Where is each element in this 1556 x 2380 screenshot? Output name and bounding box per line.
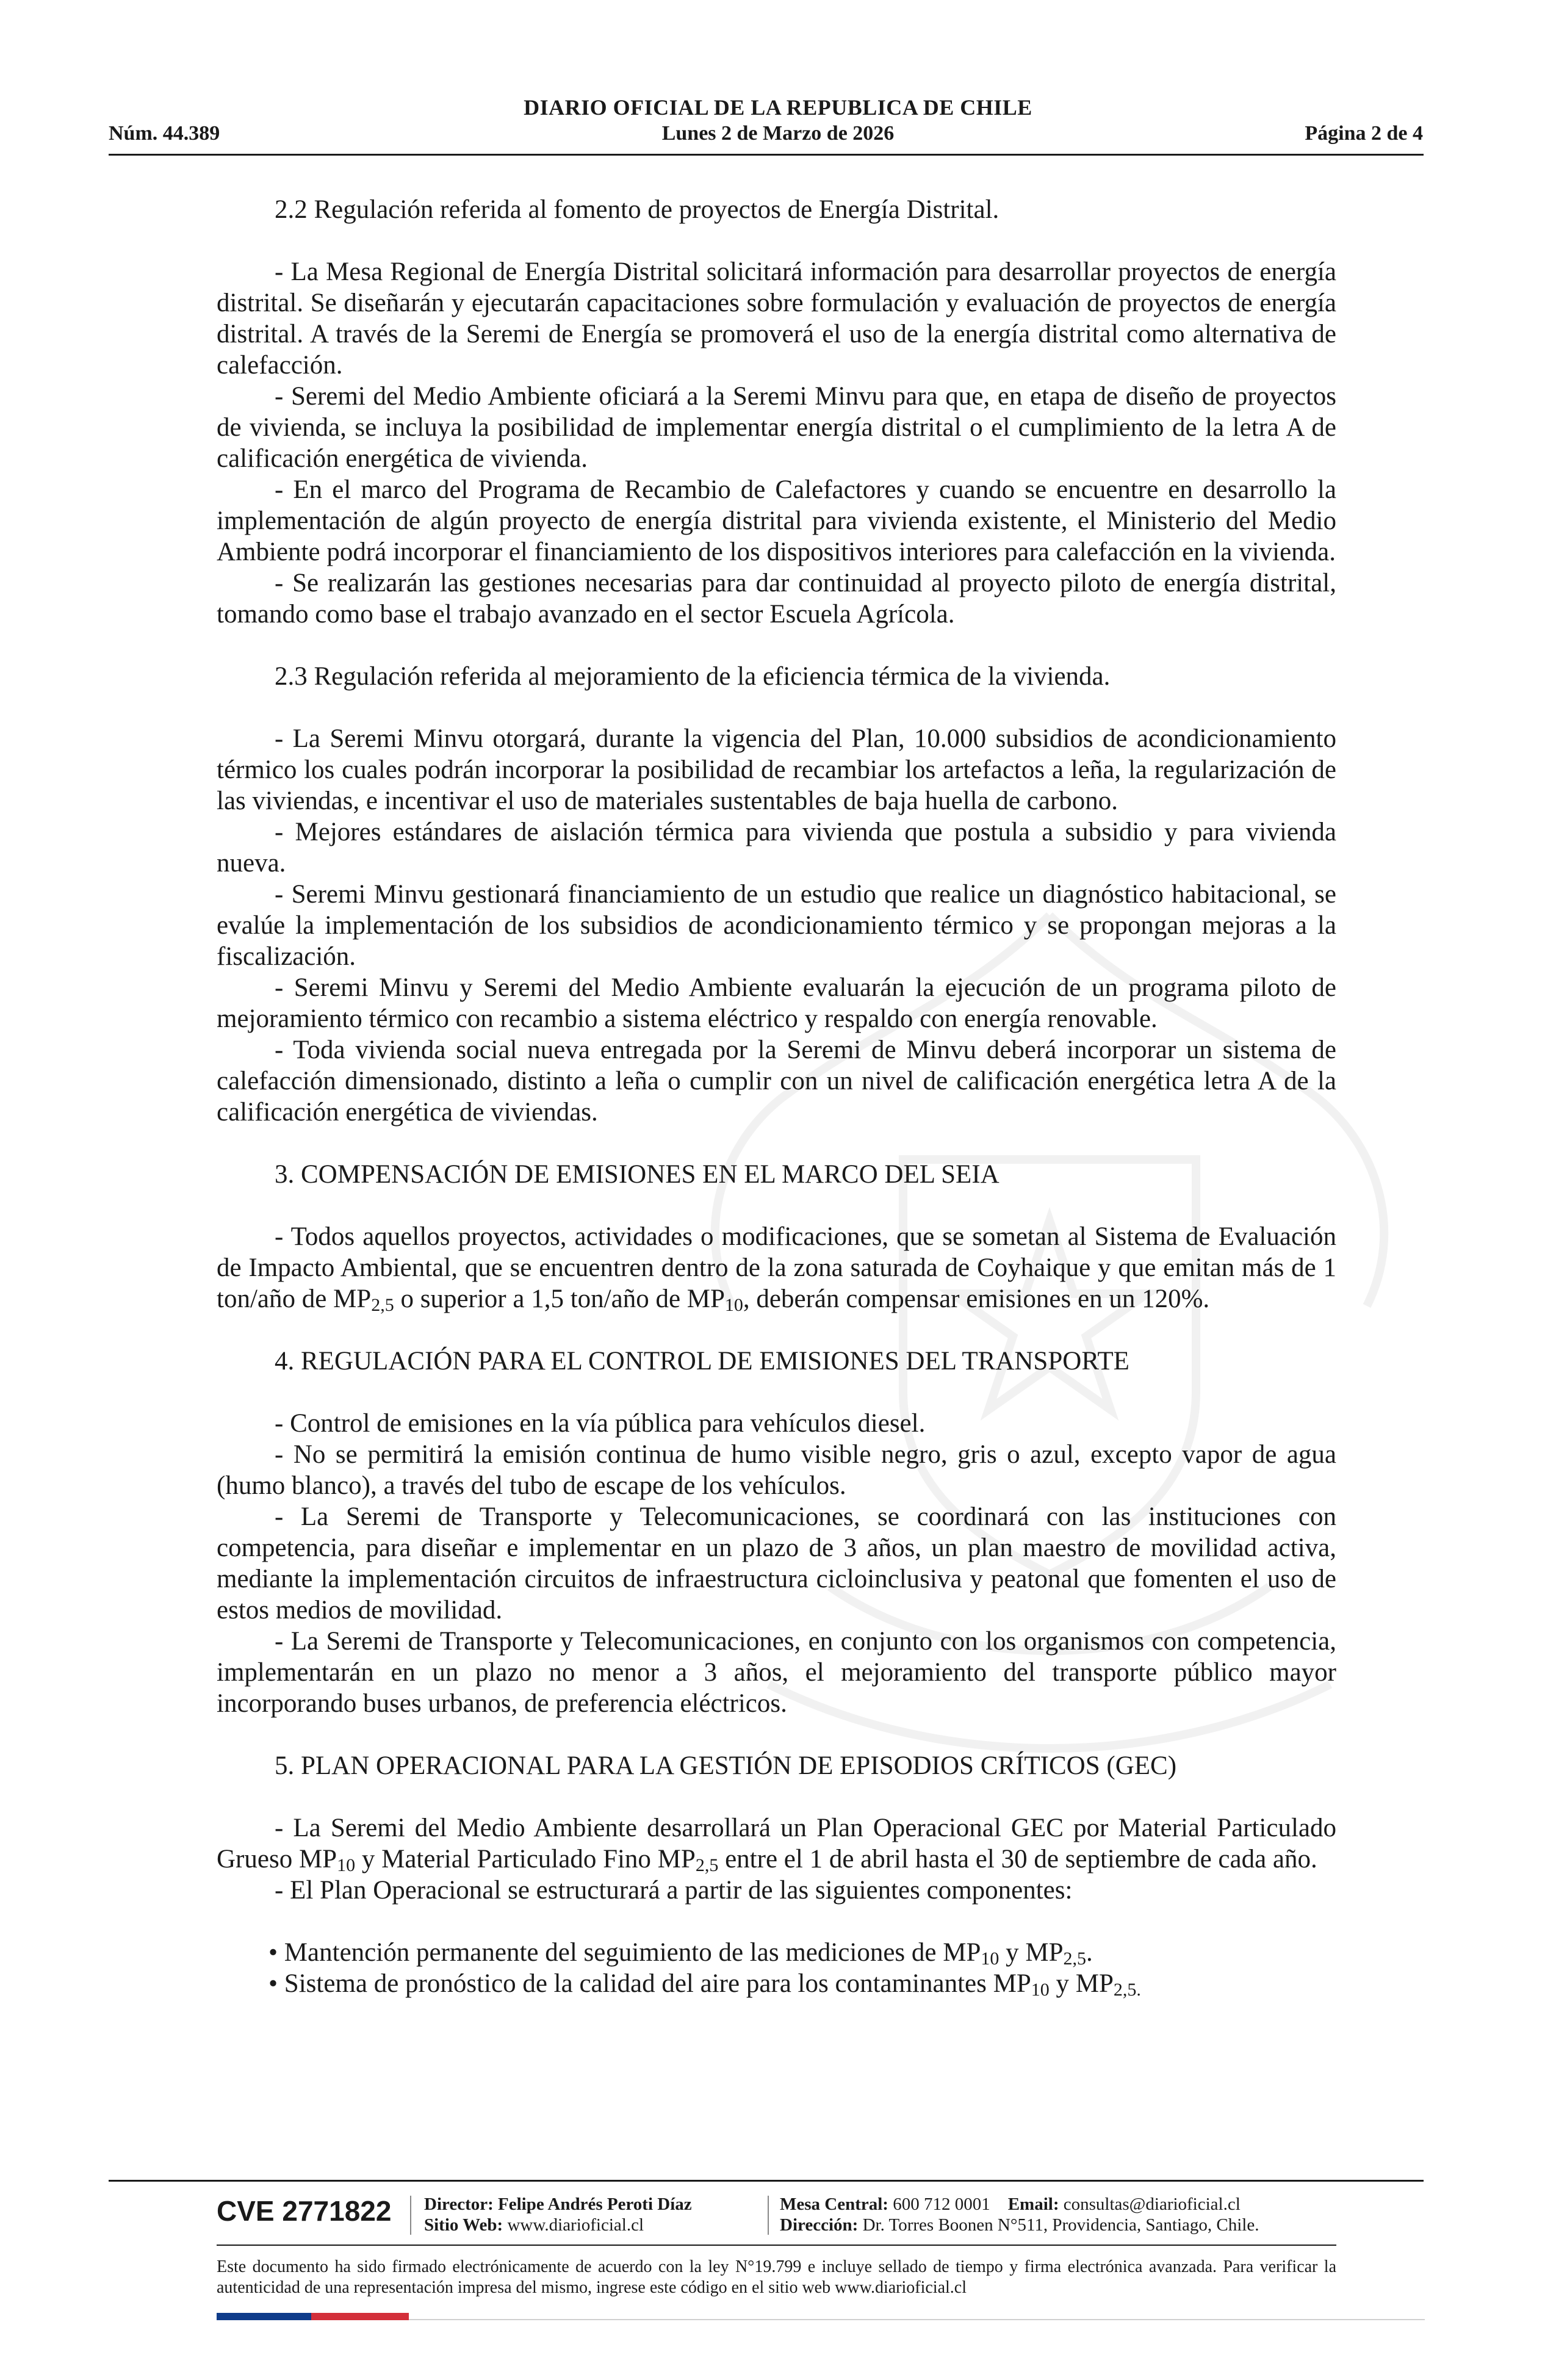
paragraph: - Seremi del Medio Ambiente oficiará a la Seremi Minvu para que, en etapa de diseño de proyectos de vivienda, se incluya la posibilidad de implementar energía distrital o el cumplimiento de la letra A de calificación energética de vivienda. — [217, 382, 1336, 473]
header-divider — [109, 154, 1424, 156]
paragraph: - La Seremi del Medio Ambiente desarrollará un Plan Operacional GEC por Material Particulado Grueso $MP_{10}$ y Material Particulado Fino $MP_{2,5}$ entre el 1 de abril hasta el 30 de septiembre de cada año. — [217, 1814, 1336, 1875]
legal-notice: Este documento ha sido firmado electrónicamente de acuerdo con la ley N°19.799 e incluye sellado de tiempo y firma electrónica avanzada. Para verificar la autenticidad de una representación impresa del mismo, ingrese este código en el sitio web www.diarioficial.cl — [217, 2257, 1336, 2297]
paragraph: - La Mesa Regional de Energía Distrital solicitará información para desarrollar proyectos de energía distrital. Se diseñarán y ejecutarán capacitaciones sobre formulación y evaluación de proyectos de energía distrital. A través de la Seremi de Energía se promoverá el uso de la energía distrital como alternativa de calefacción. — [217, 258, 1336, 380]
gazette-title: DIARIO OFICIAL DE LA REPUBLICA DE CHILE — [524, 95, 1032, 120]
paragraph: - Todos aquellos proyectos, actividades o modificaciones, que se sometan al Sistema de Evaluación de Impacto Ambiental, que se encuentren dentro de la zona saturada de Coyhaique y que emitan más de 1 ton/año de $MP_{2,5}$ o superior a 1,5 ton/año de $MP_{10}$, deberán compensar emisiones en un 120%. — [217, 1222, 1336, 1315]
footer-divider — [109, 2180, 1424, 2182]
paragraph: - Control de emisiones en la vía pública para vehículos diesel. — [275, 1409, 926, 1438]
page-indicator: Página 2 de 4 — [1305, 122, 1423, 145]
paragraph: - Seremi Minvu y Seremi del Medio Ambiente evaluarán la ejecución de un programa piloto de mejoramiento térmico con recambio a sistema eléctrico y respaldo con energía renovable. — [217, 973, 1336, 1033]
paragraph: - En el marco del Programa de Recambio de Calefactores y cuando se encuentre en desarrollo la implementación de algún proyecto de energía distrital para vivienda existente, el Ministerio del Medio Ambiente podrá incorporar el financiamiento de los dispositivos interiores para calefacción en la vivienda. — [217, 475, 1336, 566]
footer-website: Sitio Web: www.diarioficial.cl — [424, 2215, 644, 2235]
footer-director: Director: Felipe Andrés Peroti Díaz — [424, 2194, 692, 2214]
footer-divider-secondary — [217, 2245, 1336, 2246]
paragraph: - La Seremi de Transporte y Telecomunicaciones, se coordinará con las instituciones con competencia, para diseñar e implementar en un plazo de 3 años, un plan maestro de movilidad activa, mediante la implementación circuitos de infraestructura cicloinclusiva y peatonal que fomenten el uso de estos medios de movilidad. — [217, 1502, 1336, 1625]
section-2-2-heading: 2.2 Regulación referida al fomento de proyectos de Energía Distrital. — [275, 195, 1000, 224]
footer-address: Dirección: Dr. Torres Boonen N°511, Providencia, Santiago, Chile. — [780, 2215, 1259, 2235]
paragraph: - Se realizarán las gestiones necesarias para dar continuidad al proyecto piloto de energía distrital, tomando como base el trabajo avanzado en el sector Escuela Agrícola. — [217, 569, 1336, 629]
paragraph: - La Seremi de Transporte y Telecomunicaciones, en conjunto con los organismos con competencia, implementarán en un plazo no menor a 3 años, el mejoramiento del transporte público mayor incorporando buses urbanos, de preferencia eléctricos. — [217, 1627, 1336, 1718]
flag-bar-red — [311, 2313, 409, 2320]
section-2-3-heading: 2.3 Regulación referida al mejoramiento de la eficiencia térmica de la vivienda. — [275, 662, 1111, 691]
cve-code: CVE 2771822 — [217, 2195, 392, 2227]
email-link[interactable]: consultas@diarioficial.cl — [1063, 2194, 1241, 2214]
issue-date: Lunes 2 de Marzo de 2026 — [661, 122, 895, 145]
section-3-heading: 3. COMPENSACIÓN DE EMISIONES EN EL MARCO DEL SEIA — [275, 1160, 1000, 1189]
paragraph: - Seremi Minvu gestionará financiamiento de un estudio que realice un diagnóstico habitacional, se evalúe la implementación de los subsidios de acondicionamiento térmico y se propongan mejoras a la fiscalización. — [217, 880, 1336, 971]
footer-contact: Mesa Central: 600 712 0001 Email: consultas@diarioficial.cl — [780, 2194, 1241, 2214]
website-link[interactable]: www.diarioficial.cl — [507, 2215, 644, 2235]
flag-bar-line — [409, 2319, 1425, 2320]
footer-separator — [768, 2196, 769, 2235]
paragraph: - Toda vivienda social nueva entregada por la Seremi de Minvu deberá incorporar un sistema de calefacción dimensionado, distinto a leña o cumplir con un nivel de calificación energética letra A de la calificación energética de viviendas. — [217, 1036, 1336, 1127]
section-4-heading: 4. REGULACIÓN PARA EL CONTROL DE EMISIONES DEL TRANSPORTE — [275, 1347, 1129, 1376]
paragraph: - El Plan Operacional se estructurará a partir de las siguientes componentes: — [275, 1876, 1073, 1905]
bullet-item: • Sistema de pronóstico de la calidad del aire para los contaminantes $MP_{10}$ y $MP_{2,5.}$ — [268, 1969, 1141, 2000]
flag-bar-blue — [217, 2313, 311, 2320]
paragraph: - No se permitirá la emisión continua de humo visible negro, gris o azul, excepto vapor de agua (humo blanco), a través del tubo de escape de los vehículos. — [217, 1440, 1336, 1500]
paragraph: - La Seremi Minvu otorgará, durante la vigencia del Plan, 10.000 subsidios de acondicionamiento térmico los cuales podrán incorporar la posibilidad de recambiar los artefactos a leña, la regularización de las viviendas, e incentivar el uso de materiales sustentables de baja huella de carbono. — [217, 724, 1336, 815]
issue-number: Núm. 44.389 — [109, 122, 220, 145]
paragraph: - Mejores estándares de aislación térmica para vivienda que postula a subsidio y para vivienda nueva. — [217, 818, 1336, 878]
section-5-heading: 5. PLAN OPERACIONAL PARA LA GESTIÓN DE EPISODIOS CRÍTICOS (GEC) — [275, 1751, 1177, 1780]
bullet-item: • Mantención permanente del seguimiento de las mediciones de $MP_{10}$ y $MP_{2,5}$. — [268, 1938, 1093, 1969]
document-body — [217, 194, 1336, 1999]
footer-separator — [410, 2196, 411, 2235]
